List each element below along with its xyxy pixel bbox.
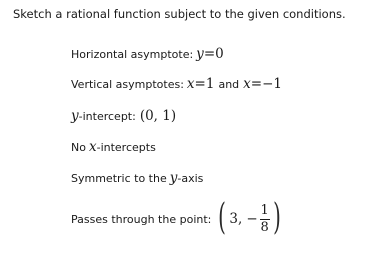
condition-symmetry bbox=[71, 170, 203, 186]
point-fraction-denominator: 8 bbox=[260, 219, 269, 235]
y-intercept-value: (0, 1) bbox=[139, 108, 177, 124]
condition-horizontal-asymptote bbox=[71, 46, 224, 62]
vertical-asymptote-rel-1: = bbox=[194, 76, 206, 92]
horizontal-asymptote-label: Horizontal asymptote: bbox=[71, 47, 194, 61]
point-open-paren: ( bbox=[218, 197, 227, 238]
symmetry-suffix: -axis bbox=[177, 171, 204, 185]
x-intercepts-var: x bbox=[88, 139, 97, 155]
y-intercept-var: y bbox=[71, 108, 79, 124]
point-expression bbox=[215, 197, 283, 238]
vertical-asymptote-rel-2: = bbox=[250, 76, 263, 92]
horizontal-asymptote-rel: = bbox=[203, 46, 216, 62]
symmetry-prefix: Symmetric to the bbox=[71, 171, 167, 185]
x-intercepts-suffix: -intercepts bbox=[96, 140, 156, 154]
vertical-asymptotes-conjunction: and bbox=[218, 77, 240, 91]
condition-y-intercept bbox=[71, 108, 176, 124]
point-label: Passes through the point: bbox=[71, 212, 212, 226]
x-intercepts-prefix: No bbox=[71, 140, 86, 154]
point-fraction-numerator: 1 bbox=[260, 202, 269, 218]
y-intercept-label: -intercept: bbox=[78, 109, 136, 123]
condition-vertical-asymptotes bbox=[71, 76, 282, 92]
point-fraction bbox=[260, 204, 270, 235]
condition-x-intercepts bbox=[71, 139, 156, 155]
point-sign: − bbox=[246, 211, 258, 227]
horizontal-asymptote-value: 0 bbox=[215, 46, 224, 62]
condition-point bbox=[71, 197, 284, 238]
vertical-asymptotes-label: Vertical asymptotes: bbox=[71, 77, 184, 91]
vertical-asymptote-var-1: x bbox=[186, 76, 195, 92]
point-x-value: 3, bbox=[229, 211, 243, 227]
point-close-paren: ) bbox=[272, 197, 281, 238]
vertical-asymptote-var-2: x bbox=[243, 76, 251, 92]
vertical-asymptote-value-1: 1 bbox=[205, 76, 215, 92]
horizontal-asymptote-var: y bbox=[196, 46, 204, 62]
problem-prompt: Sketch a rational function subject to the given conditions. bbox=[13, 7, 346, 21]
vertical-asymptote-value-2: −1 bbox=[262, 76, 282, 92]
symmetry-var: y bbox=[169, 170, 178, 186]
